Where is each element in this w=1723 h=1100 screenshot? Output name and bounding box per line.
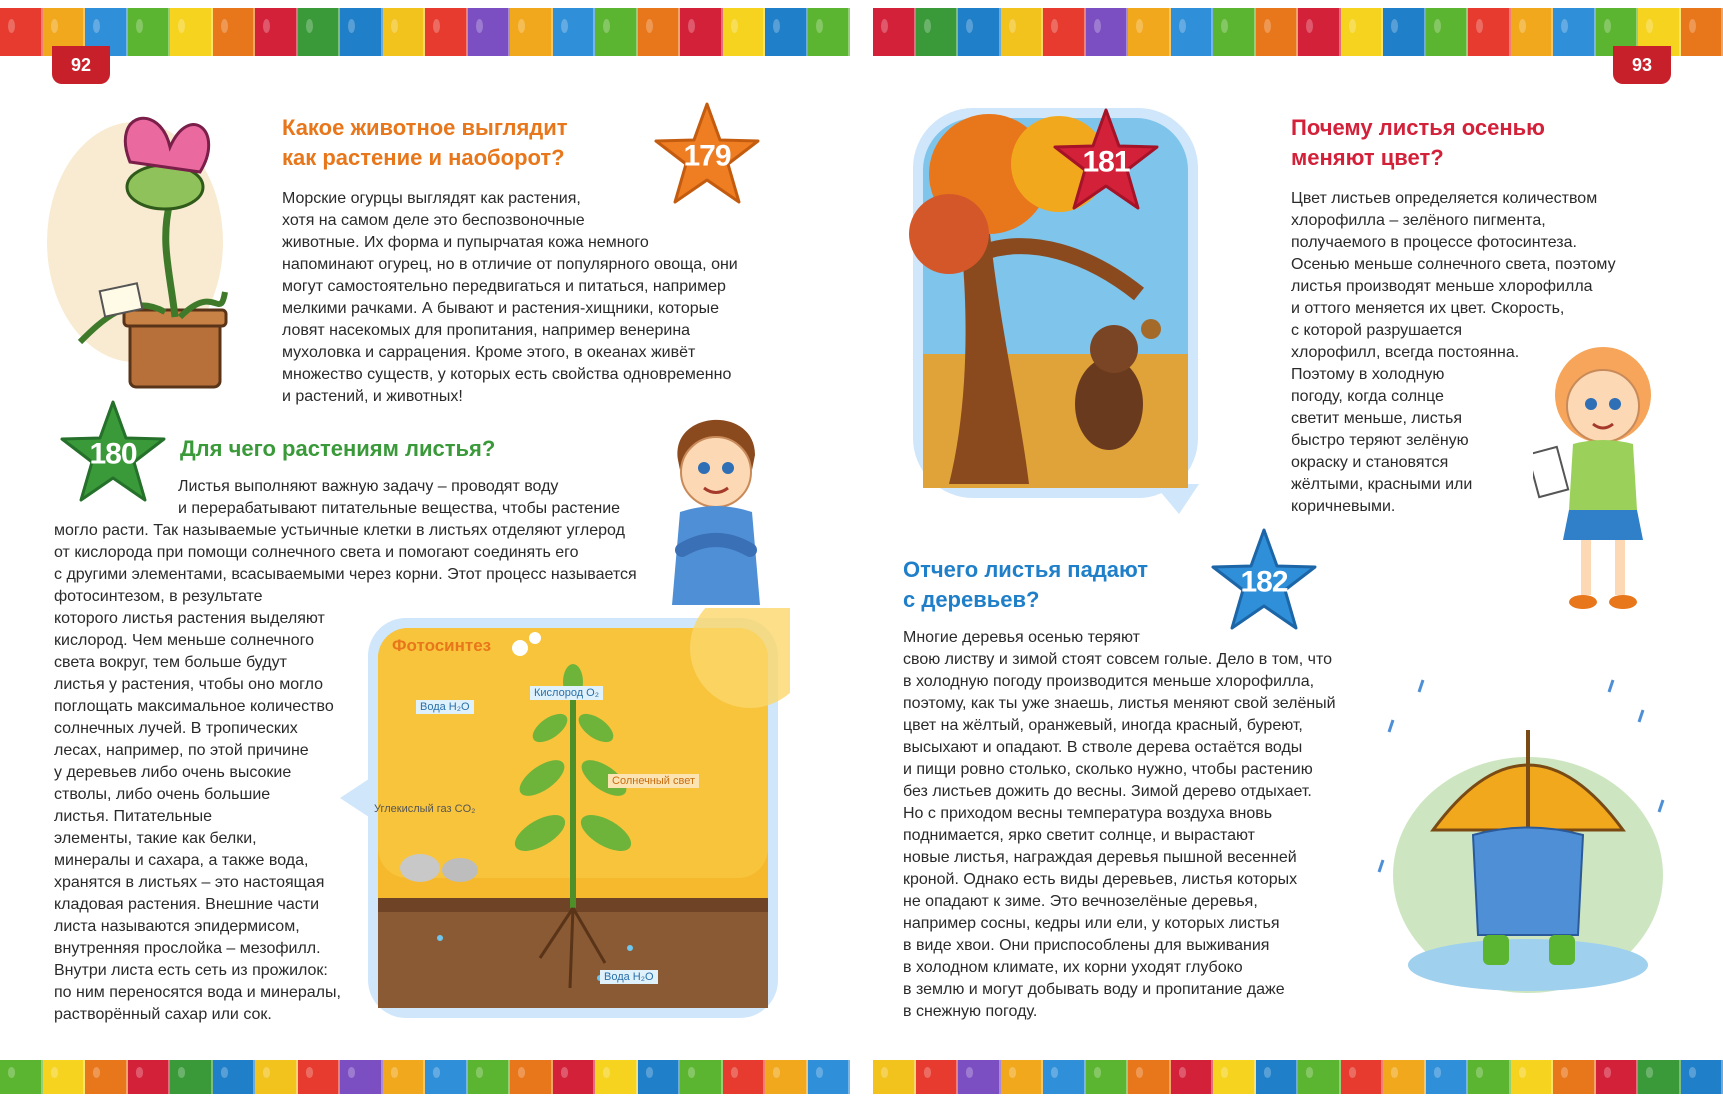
venus-flytrap-illustration xyxy=(40,92,230,392)
brick-tile xyxy=(43,1060,86,1094)
q180-line: от кислорода при помощи солнечного света и помогают соединять его xyxy=(54,544,579,561)
q180-line: внутренняя прослойка – мезофилл. xyxy=(54,940,321,957)
q180-line: могло расти. Так называемые устьичные клетки в листьях отделяют углерод xyxy=(54,522,625,539)
brick-tile xyxy=(1086,8,1129,56)
q179-line: и растений, и животных! xyxy=(282,388,463,405)
q182-line: цвет на жёлтый, оранжевый, иногда красный, буреют, xyxy=(903,717,1303,734)
brick-tile xyxy=(916,8,959,56)
brick-tile xyxy=(1383,8,1426,56)
q181-line: листья производят меньше хлорофилла xyxy=(1291,278,1593,295)
q182-line: в виде хвои. Они приспособлены для выживания xyxy=(903,937,1270,954)
diagram-label-co2: Углекислый газ CO₂ xyxy=(374,803,476,815)
left-page xyxy=(0,0,850,1100)
q180-line: растворённый сахар или сок. xyxy=(54,1006,272,1023)
q181-title xyxy=(1291,113,1545,173)
brick-tile xyxy=(680,8,723,56)
q180-line: света вокруг, тем больше будут xyxy=(54,654,287,671)
q182-line: и пищи ровно столько, сколько нужно, чтобы растению xyxy=(903,761,1313,778)
brick-tile xyxy=(723,1060,766,1094)
brick-tile xyxy=(1256,1060,1299,1094)
top-brick-border xyxy=(0,8,850,56)
diagram-label-sunlight: Солнечный свет xyxy=(608,774,699,788)
q179-line: Морские огурцы выглядят как растения, xyxy=(282,190,581,207)
brick-tile xyxy=(1001,1060,1044,1094)
q181-line: Цвет листьев определяется количеством xyxy=(1291,190,1598,207)
star-182-number-wrap xyxy=(1209,528,1319,634)
brick-tile xyxy=(340,8,383,56)
q181-line: с которой разрушается xyxy=(1291,322,1462,339)
brick-tile xyxy=(638,1060,681,1094)
star-182-number: 182 xyxy=(1240,565,1288,599)
q181-line: Осенью меньше солнечного света, поэтому xyxy=(1291,256,1616,273)
brick-tile xyxy=(765,1060,808,1094)
q182-line: кроной. Однако есть виды деревьев, листья которых xyxy=(903,871,1298,888)
brick-tile xyxy=(85,1060,128,1094)
q180-line: и перерабатывают питательные вещества, чтобы растение xyxy=(178,500,621,517)
brick-tile xyxy=(1553,1060,1596,1094)
brick-tile xyxy=(298,8,341,56)
q180-line: у деревьев либо очень высокие xyxy=(54,764,292,781)
q179-line: животные. Их форма и пупырчатая кожа немного xyxy=(282,234,649,251)
q182-line: не опадают к зиме. Это вечнозелёные деревья, xyxy=(903,893,1258,910)
brick-tile xyxy=(765,8,808,56)
brick-tile xyxy=(468,1060,511,1094)
brick-tile xyxy=(255,1060,298,1094)
brick-tile xyxy=(383,1060,426,1094)
q181-line: окраску и становятся xyxy=(1291,454,1449,471)
brick-tile xyxy=(128,8,171,56)
brick-tile xyxy=(1383,1060,1426,1094)
brick-tile xyxy=(1128,8,1171,56)
q181-title-line1: Почему листья осенью xyxy=(1291,115,1545,140)
brick-tile xyxy=(958,1060,1001,1094)
diagram-title: Фотосинтез xyxy=(392,636,492,655)
brick-tile xyxy=(680,1060,723,1094)
brick-tile xyxy=(510,1060,553,1094)
q181-line: хлорофилла – зелёного пигмента, xyxy=(1291,212,1546,229)
brick-tile xyxy=(170,8,213,56)
brick-tile xyxy=(553,1060,596,1094)
q180-line: фотосинтезом, в результате xyxy=(54,588,263,605)
q179-line: мелкими рачками. А бывают и растения-хищники, которые xyxy=(282,300,720,317)
brick-tile xyxy=(1426,1060,1469,1094)
brick-tile xyxy=(1171,1060,1214,1094)
q181-line: получаемого в процессе фотосинтеза. xyxy=(1291,234,1577,251)
star-180-number: 180 xyxy=(89,437,137,471)
q179-title xyxy=(282,113,568,173)
q180-title: Для чего растениям листья? xyxy=(180,436,496,461)
brick-tile xyxy=(1468,8,1511,56)
brick-tile xyxy=(1426,8,1469,56)
q182-title-line2: с деревьев? xyxy=(903,587,1040,612)
q180-line: хранятся в листьях – это настоящая xyxy=(54,874,325,891)
brick-tile xyxy=(1298,8,1341,56)
brick-tile xyxy=(1553,8,1596,56)
brick-tile xyxy=(213,1060,256,1094)
brick-tile xyxy=(873,8,916,56)
q181-line: светит меньше, листья xyxy=(1291,410,1463,427)
q182-line: в снежную погоду. xyxy=(903,1003,1038,1020)
brick-tile xyxy=(298,1060,341,1094)
q180-line: стволы, либо очень большие xyxy=(54,786,271,803)
right-page xyxy=(873,0,1723,1100)
q182-title-line1: Отчего листья падают xyxy=(903,557,1149,582)
brick-tile xyxy=(1128,1060,1171,1094)
q181-line: погоду, когда солнце xyxy=(1291,388,1444,405)
q179-line: напоминают огурец, но в отличие от популярного овоща, они xyxy=(282,256,738,273)
brick-tile xyxy=(1638,1060,1681,1094)
brick-tile xyxy=(595,1060,638,1094)
diagram-label-oxygen: Кислород O₂ xyxy=(530,686,603,700)
brick-tile xyxy=(213,8,256,56)
brick-tile xyxy=(425,1060,468,1094)
brick-tile xyxy=(1213,1060,1256,1094)
brick-tile xyxy=(808,8,851,56)
q180-line: которого листья растения выделяют xyxy=(54,610,325,627)
brick-tile xyxy=(1298,1060,1341,1094)
star-179-number: 179 xyxy=(683,139,731,173)
q180-line: Листья выполняют важную задачу – проводят воду xyxy=(178,478,559,495)
brick-tile xyxy=(170,1060,213,1094)
brick-tile xyxy=(1213,8,1256,56)
q182-line: свою листву и зимой стоят совсем голые. Дело в том, что xyxy=(903,651,1333,668)
bottom-brick-border xyxy=(873,1060,1723,1094)
brick-tile xyxy=(425,8,468,56)
q181-line: хлорофилл, всегда постоянна. xyxy=(1291,344,1520,361)
q180-line: элементы, такие как белки, xyxy=(54,830,257,847)
brick-tile xyxy=(0,1060,43,1094)
star-181-number: 181 xyxy=(1082,145,1130,179)
brick-tile xyxy=(468,8,511,56)
q182-line: в холодном климате, их корни уходят глубоко xyxy=(903,959,1243,976)
q182-line: новые листья, награждая деревья пышной весенней xyxy=(903,849,1297,866)
brick-tile xyxy=(1001,8,1044,56)
brick-tile xyxy=(1511,1060,1554,1094)
q182-body xyxy=(903,627,1336,1023)
brick-tile xyxy=(383,8,426,56)
brick-tile xyxy=(1468,1060,1511,1094)
q180-line: Внутри листа есть сеть из прожилок: xyxy=(54,962,328,979)
diagram-label-water-bottom: Вода H₂O xyxy=(600,970,658,984)
q182-line: в землю и могут добывать воду и пропитание даже xyxy=(903,981,1285,998)
q181-line: жёлтыми, красными или xyxy=(1291,476,1473,493)
brick-tile xyxy=(1341,1060,1384,1094)
q179-body xyxy=(282,188,738,408)
brick-tile xyxy=(0,8,43,56)
q181-title-line2: меняют цвет? xyxy=(1291,145,1444,170)
q180-line: лесах, например, по этой причине xyxy=(54,742,309,759)
q182-line: например сосны, кедры или ели, у которых листья xyxy=(903,915,1280,932)
q180-line: по ним переносятся вода и минералы, xyxy=(54,984,341,1001)
q180-line: кислород. Чем меньше солнечного xyxy=(54,632,314,649)
brick-tile xyxy=(1596,1060,1639,1094)
brick-tile xyxy=(510,8,553,56)
q181-line: быстро теряют зелёную xyxy=(1291,432,1469,449)
girl-illustration xyxy=(1533,340,1673,620)
brick-tile xyxy=(1681,1060,1723,1094)
q180-line: поглощать максимальное количество xyxy=(54,698,334,715)
q182-title xyxy=(903,555,1148,615)
q179-line: мухоловка и саррацения. Кроме этого, в океанах живёт xyxy=(282,344,696,361)
q182-line: Но с приходом весны температура воздуха вновь xyxy=(903,805,1273,822)
q181-line: и оттого меняется их цвет. Скорость, xyxy=(1291,300,1565,317)
photosynthesis-diagram xyxy=(330,608,790,1026)
book-gutter xyxy=(850,0,873,1100)
brick-tile xyxy=(1341,8,1384,56)
q180-line: кладовая растения. Внешние части xyxy=(54,896,320,913)
q180-line: листья. Питательные xyxy=(54,808,213,825)
brick-tile xyxy=(873,1060,916,1094)
q182-line: без листьев дожить до весны. Зимой дерево отдыхает. xyxy=(903,783,1312,800)
brick-tile xyxy=(553,8,596,56)
umbrella-rain-illustration xyxy=(1353,660,1693,1000)
brick-tile xyxy=(1043,1060,1086,1094)
q179-title-line2: как растение и наоборот? xyxy=(282,145,565,170)
q182-line: поэтому, как ты уже знаешь, листья меняют свой зелёный xyxy=(903,695,1336,712)
brick-tile xyxy=(1171,8,1214,56)
page-number-right: 93 xyxy=(1613,46,1671,84)
brick-tile xyxy=(595,8,638,56)
q182-line: Многие деревья осенью теряют xyxy=(903,629,1140,646)
q182-line: высыхают и опадают. В стволе дерева остаётся воды xyxy=(903,739,1303,756)
q182-line: поднимается, ярко светит солнце, и вырастают xyxy=(903,827,1255,844)
page-number-left: 92 xyxy=(52,46,110,84)
diagram-label-water-top: Вода H₂O xyxy=(416,700,474,714)
brick-tile xyxy=(638,8,681,56)
star-181-number-wrap xyxy=(1051,108,1161,214)
q181-line: Поэтому в холодную xyxy=(1291,366,1445,383)
q179-line: ловят насекомых для пропитания, например венерина xyxy=(282,322,691,339)
brick-tile xyxy=(916,1060,959,1094)
brick-tile xyxy=(340,1060,383,1094)
q180-line: листа называются эпидермисом, xyxy=(54,918,300,935)
q179-line: могут самостоятельно передвигаться и питаться, например xyxy=(282,278,726,295)
photosynthesis-artwork xyxy=(330,608,790,1026)
brick-tile xyxy=(1086,1060,1129,1094)
q180-line: листья у растения, чтобы оно могло xyxy=(54,676,324,693)
brick-tile xyxy=(1043,8,1086,56)
q179-title-line1: Какое животное выглядит xyxy=(282,115,568,140)
brick-tile xyxy=(958,8,1001,56)
brick-tile xyxy=(808,1060,851,1094)
brick-tile xyxy=(255,8,298,56)
top-brick-border xyxy=(873,8,1723,56)
q180-line: с другими элементами, всасываемыми через корни. Этот процесс называется xyxy=(54,566,637,583)
q180-line: солнечных лучей. В тропических xyxy=(54,720,298,737)
q180-line: минералы и сахара, а также вода, xyxy=(54,852,309,869)
brick-tile xyxy=(723,8,766,56)
brick-tile xyxy=(128,1060,171,1094)
brick-tile xyxy=(1256,8,1299,56)
brick-tile xyxy=(1511,8,1554,56)
brick-tile xyxy=(1681,8,1723,56)
bottom-brick-border xyxy=(0,1060,850,1094)
q179-line: хотя на самом деле это беспозвоночные xyxy=(282,212,585,229)
q182-line: в холодную погоду производится меньше хлорофилла, xyxy=(903,673,1315,690)
q181-line: коричневыми. xyxy=(1291,498,1396,515)
q179-line: множество существ, у которых есть свойства одновременно xyxy=(282,366,732,383)
boy-illustration xyxy=(660,400,770,605)
